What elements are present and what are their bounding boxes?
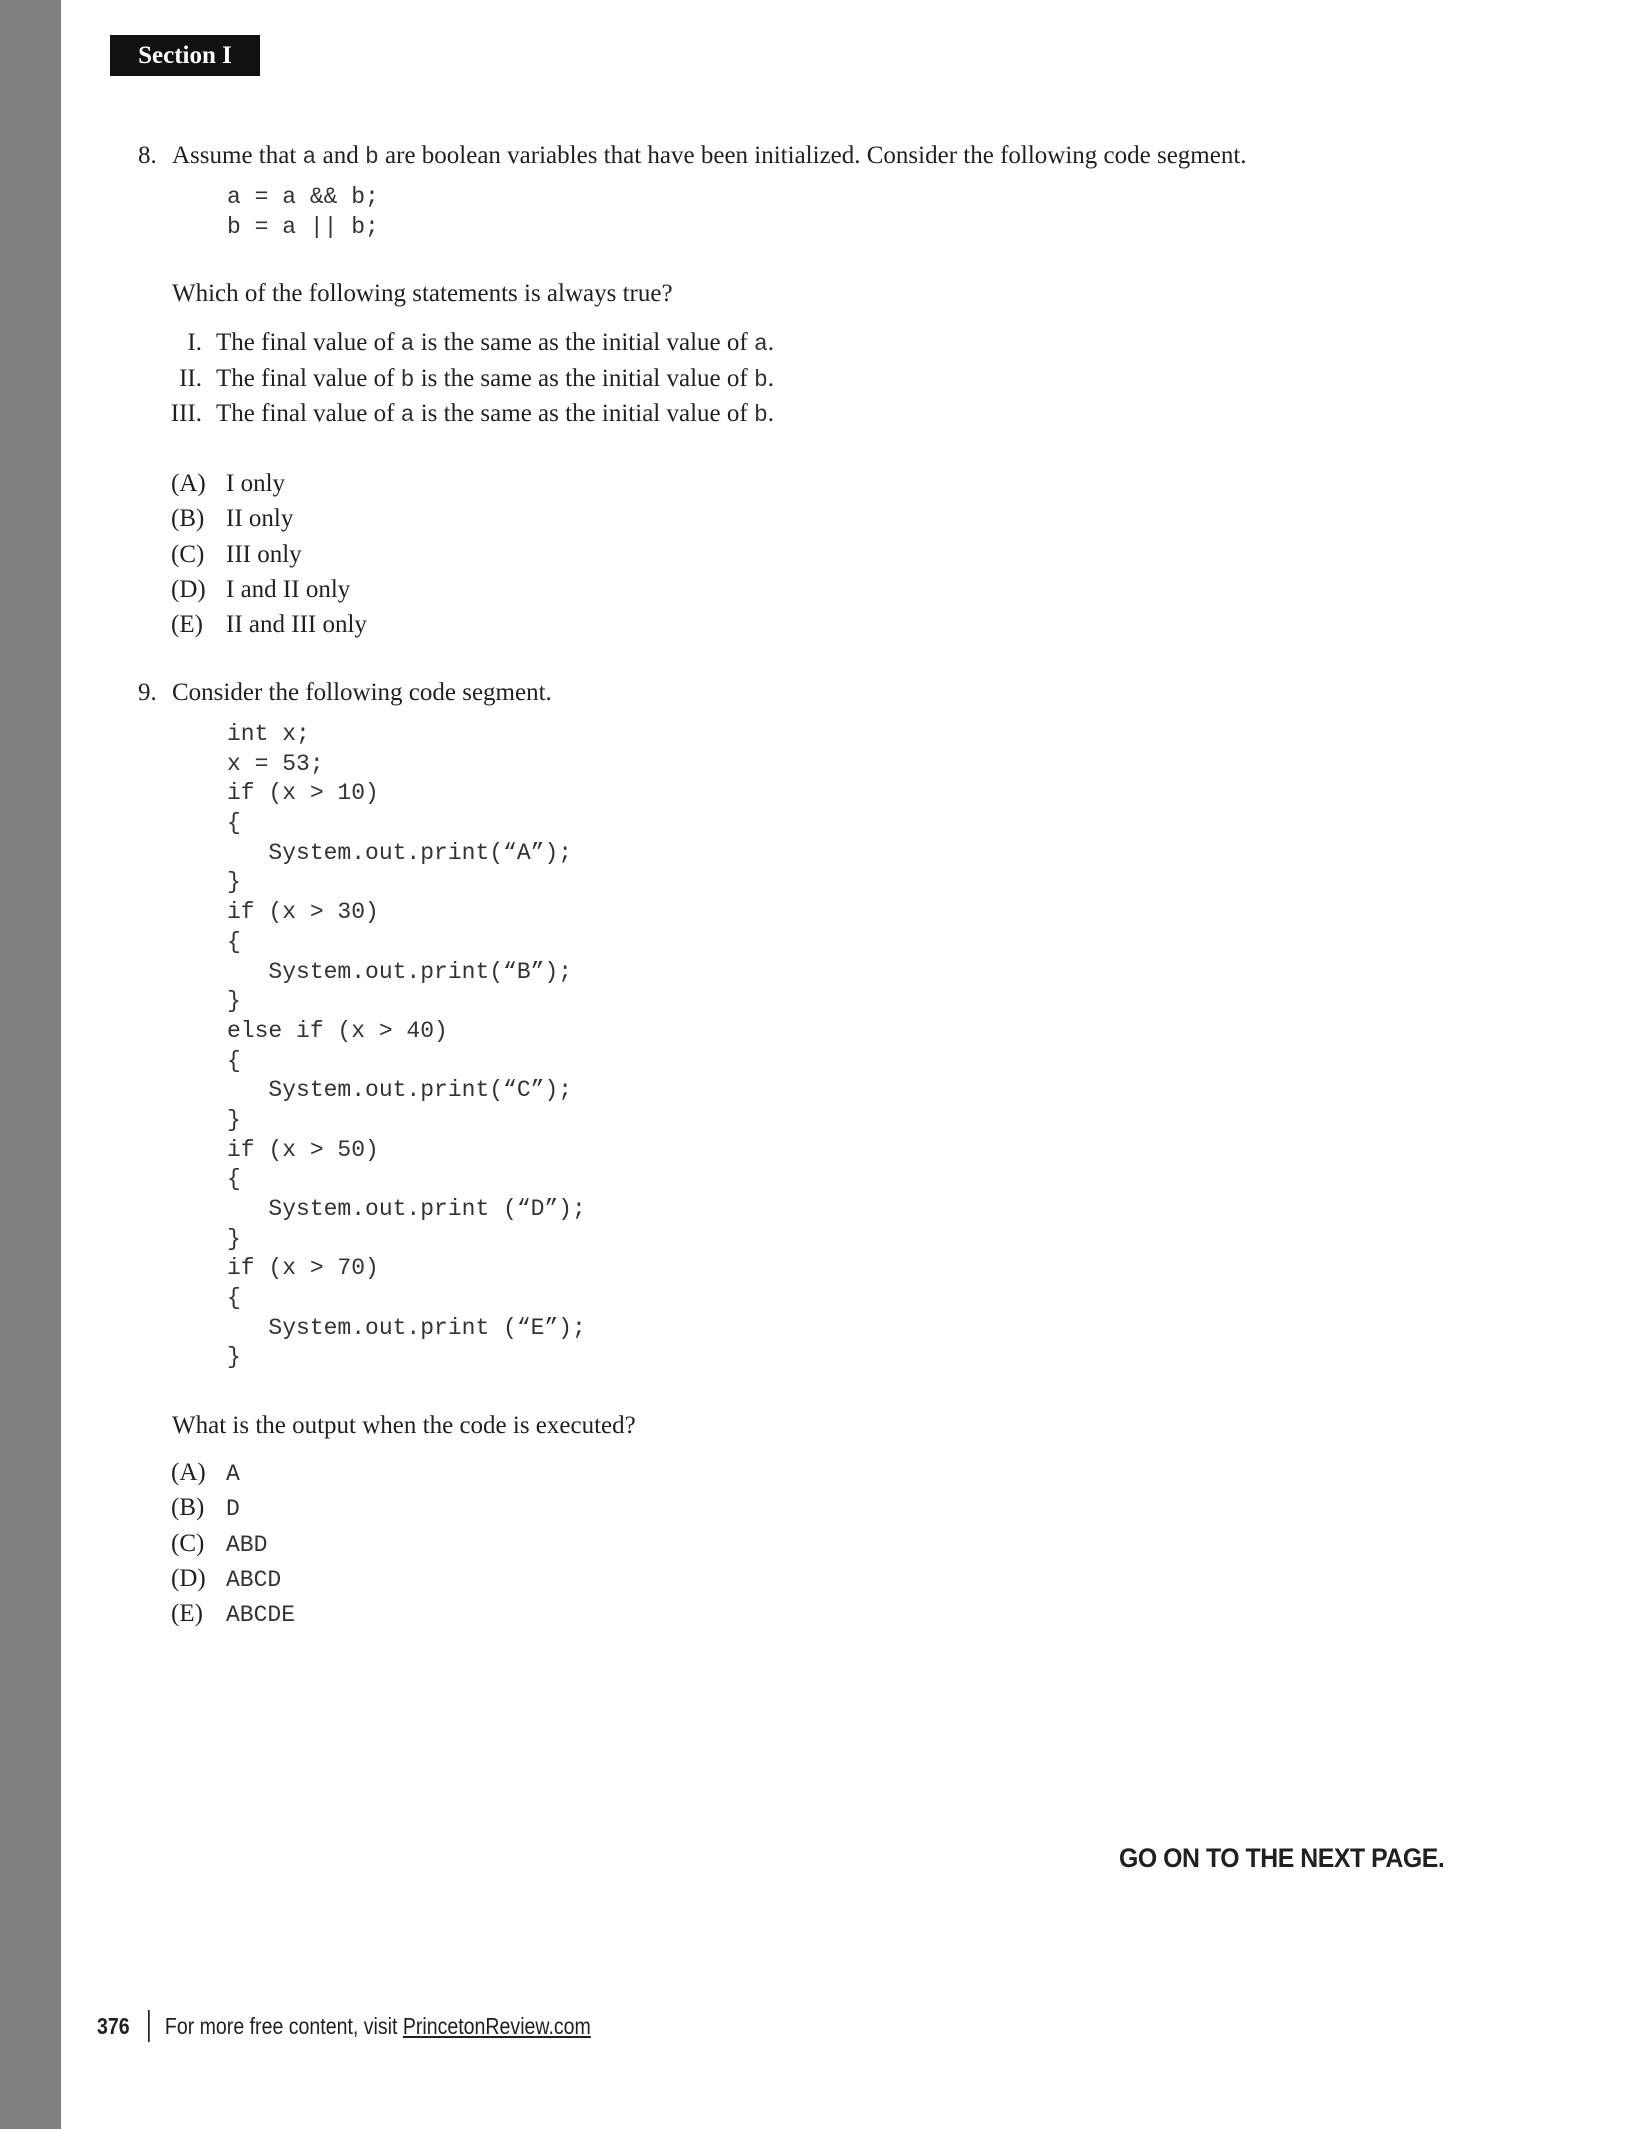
footer-divider — [148, 2010, 149, 2042]
stem-code: b — [364, 144, 379, 170]
statement-text: The final value of — [216, 329, 401, 356]
code-line: else if (x > 40) — [227, 1017, 448, 1044]
statement-numeral: I. — [187, 329, 202, 356]
choice-text: ABD — [226, 1531, 268, 1558]
choice-label: (E) — [171, 1600, 203, 1628]
choice-text: II and III only — [226, 611, 367, 639]
answer-choice[interactable] — [171, 1599, 295, 1630]
statement-code: a — [753, 331, 768, 357]
code-line: int x; — [227, 721, 310, 747]
code-line: if (x > 10) — [227, 780, 379, 807]
statement-item — [152, 328, 774, 359]
stem-text: Assume that — [172, 142, 303, 169]
choice-label: (B) — [171, 505, 205, 533]
choice-label: (A) — [171, 470, 206, 497]
statement-item — [152, 399, 774, 430]
q8-prompt: Which of the following statements is always true? — [172, 280, 673, 307]
statement-code: b — [753, 402, 768, 428]
section-label: Section I — [110, 35, 260, 76]
code-line: } — [227, 1225, 241, 1252]
code-line: { — [227, 1047, 241, 1074]
code-line: { — [227, 1285, 241, 1312]
choice-text: I only — [226, 470, 286, 497]
code-line: System.out.print (“E”); — [227, 1314, 586, 1341]
statement-text: is the same as the initial value of — [414, 400, 754, 427]
statement-text: is the same as the initial value of — [414, 364, 754, 392]
statement-text: . — [767, 364, 775, 392]
q9-number: 9. — [138, 679, 157, 706]
code-line: System.out.print (“D”); — [227, 1196, 586, 1222]
answer-choice[interactable] — [171, 1493, 240, 1524]
choice-label: (D) — [171, 1564, 206, 1592]
choice-label: (C) — [171, 540, 205, 568]
code-line: { — [227, 810, 241, 837]
q9-code — [227, 720, 586, 1373]
code-line: { — [227, 1166, 241, 1193]
answer-choice[interactable] — [171, 575, 350, 605]
code-line: if (x > 70) — [227, 1255, 379, 1282]
code-line: System.out.print(“A”); — [227, 839, 573, 866]
choice-text: A — [226, 1461, 240, 1487]
footer-link[interactable]: PrincetonReview.com — [402, 2012, 591, 2039]
statement-item — [152, 364, 774, 395]
statement-code: a — [400, 402, 415, 428]
footer-text: For more free content, visit — [164, 2012, 403, 2039]
statement-text: . — [767, 329, 775, 356]
choice-text: ABCDE — [226, 1602, 296, 1629]
statement-code: a — [400, 331, 415, 357]
code-line: System.out.print(“B”); — [227, 958, 573, 985]
go-on-next-page: GO ON TO THE NEXT PAGE. — [1119, 1843, 1445, 1873]
stem-text: and — [316, 142, 365, 169]
code-line: a = a && b; — [227, 184, 379, 210]
choice-label: (C) — [171, 1529, 205, 1557]
code-line: if (x > 30) — [227, 899, 379, 926]
code-line: } — [227, 988, 241, 1015]
code-line: } — [227, 869, 241, 896]
statement-numeral: II. — [179, 364, 202, 392]
stem-code: a — [302, 144, 317, 170]
choice-label: (A) — [171, 1459, 206, 1486]
answer-choice[interactable] — [171, 469, 285, 499]
answer-choice[interactable] — [171, 1458, 240, 1489]
code-line: System.out.print(“C”); — [227, 1077, 573, 1104]
statement-code: b — [400, 366, 415, 393]
footer — [97, 2010, 591, 2042]
answer-choice[interactable] — [171, 610, 367, 640]
statement-text: The final value of — [216, 400, 401, 427]
choice-text: ABCD — [226, 1566, 282, 1593]
choice-label: (D) — [171, 575, 206, 603]
choice-text: III only — [226, 540, 302, 568]
page-number: 376 — [97, 2012, 130, 2039]
choice-text: D — [226, 1496, 240, 1523]
statement-text: The final value of — [216, 364, 401, 392]
code-line: b = a || b; — [227, 213, 379, 240]
q8-stem — [172, 141, 1247, 172]
stem-text: are boolean variables that have been initialized. Consider the following code segment. — [378, 142, 1247, 169]
q8-number: 8. — [138, 142, 157, 169]
page-edge-bar — [0, 0, 61, 2129]
answer-choice[interactable] — [171, 1564, 281, 1595]
choice-label: (E) — [171, 611, 203, 639]
choice-label: (B) — [171, 1494, 205, 1522]
code-line: { — [227, 928, 241, 955]
code-line: } — [227, 1344, 241, 1371]
answer-choice[interactable] — [171, 1529, 267, 1560]
statement-text: is the same as the initial value of — [414, 329, 754, 356]
q8-code — [227, 183, 379, 242]
q9-stem: Consider the following code segment. — [172, 679, 552, 706]
code-line: } — [227, 1106, 241, 1133]
choice-text: II only — [226, 505, 294, 533]
answer-choice[interactable] — [171, 540, 302, 570]
statement-text: . — [767, 400, 775, 427]
code-line: x = 53; — [227, 750, 324, 777]
answer-choice[interactable] — [171, 504, 293, 534]
code-line: if (x > 50) — [227, 1136, 379, 1163]
statement-numeral: III. — [170, 400, 202, 427]
choice-text: I and II only — [226, 575, 351, 603]
statement-code: b — [753, 366, 768, 393]
q9-prompt: What is the output when the code is executed? — [172, 1412, 636, 1439]
